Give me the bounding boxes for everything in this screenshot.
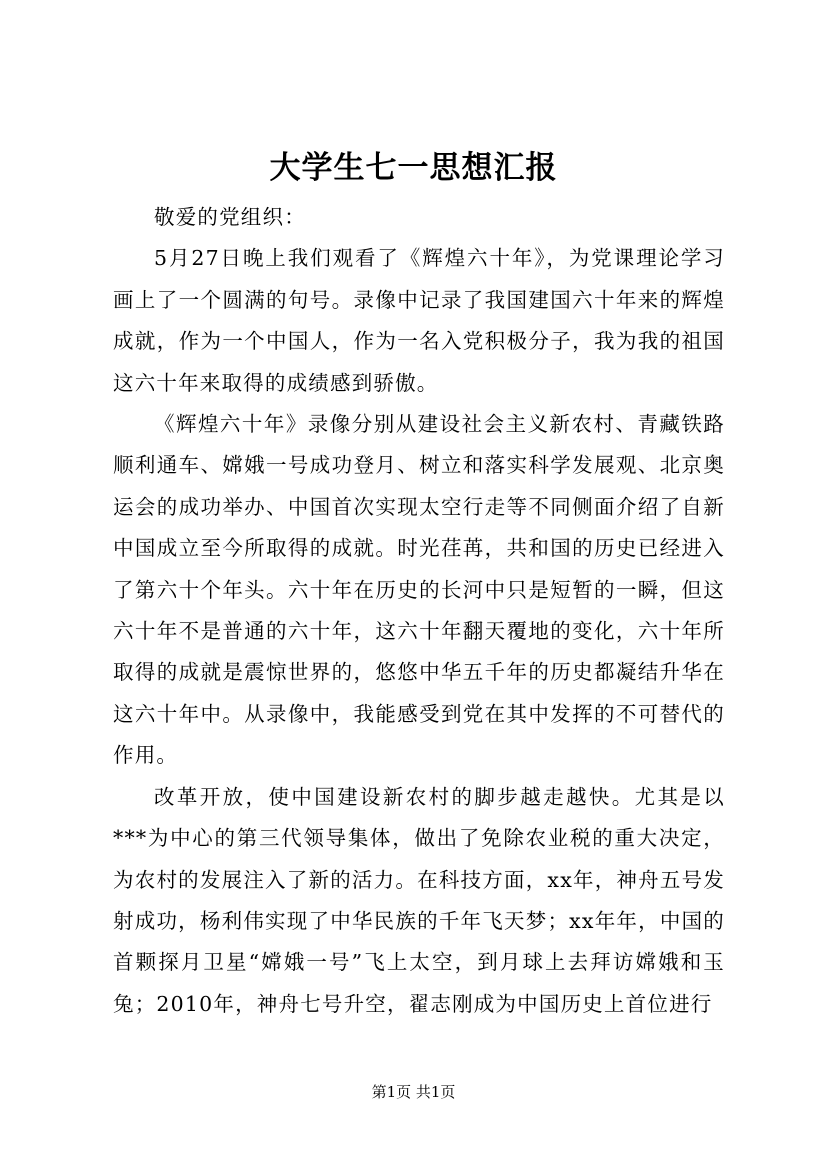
paragraph-1: 5月27日晚上我们观看了《辉煌六十年》，为党课理论学习画上了一个圆满的句号。录像中记录了我国建国六十年来的辉煌成就，作为一个中国人，作为一名入党积极分子，我为我的祖国这六十年来取得的成绩感到骄傲。	[113, 246, 725, 395]
paragraph-3: 改革开放，使中国建设新农村的脚步越走越快。尤其是以***为中心的第三代领导集体，做出了免除农业税的重大决定，为农村的发展注入了新的活力。在科技方面，xx年，神舟五号发射成功，杨利伟实现了中华民族的千年飞天梦；xx年年，中国的首颗探月卫星“嫦娥一号”飞上太空，到月球上去拜访嫦娥和玉兔；2010年，神舟七号升空，翟志刚成为中国历史上首位进行	[113, 784, 725, 1016]
document-body	[113, 197, 725, 1025]
salutation: 敬爱的党组织：	[154, 205, 306, 229]
paragraph-2: 《辉煌六十年》录像分别从建设社会主义新农村、青藏铁路顺利通车、嫦娥一号成功登月、树立和落实科学发展观、北京奥运会的成功举办、中国首次实现太空行走等不同侧面介绍了自新中国成立至今所取得的成就。时光荏苒，共和国的历史已经进入了第六十个年头。六十年在历史的长河中只是短暂的一瞬，但这六十年不是普通的六十年，这六十年翻天覆地的变化，六十年所取得的成就是震惊世界的，悠悠中华五千年的历史都凝结升华在这六十年中。从录像中，我能感受到党在其中发挥的不可替代的作用。	[113, 412, 725, 768]
page-number-footer: 第1页 共1页	[371, 1083, 456, 1101]
document-title: 大学生七一思想汇报	[269, 150, 558, 186]
